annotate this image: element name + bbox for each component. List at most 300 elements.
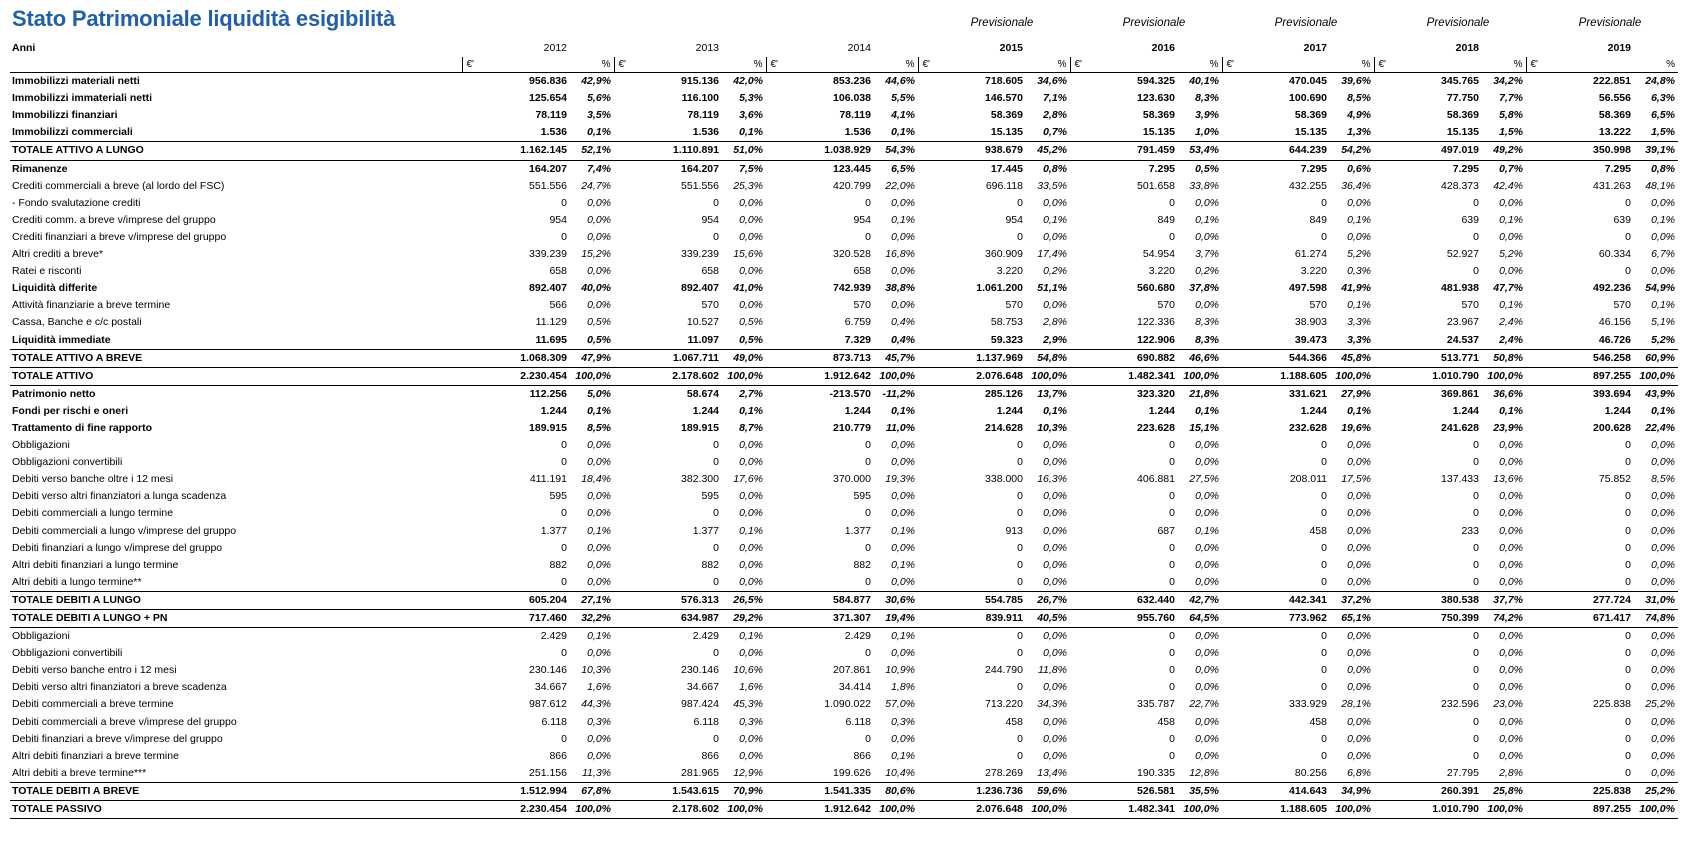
percent-cell: 17,6% [733, 473, 763, 486]
value-cell: 6.118 [541, 715, 567, 728]
year-spacer [1026, 40, 1070, 57]
percent-cell: 5,2% [1499, 248, 1523, 261]
value-cell: 11.097 [687, 333, 719, 346]
percent-cell: 0,0% [1043, 681, 1067, 694]
percent-cell: 15,2% [581, 248, 611, 261]
percent-cell: 3,3% [1347, 316, 1371, 329]
percent-cell: 6,3% [1651, 92, 1675, 105]
pct-unit: % [722, 57, 766, 73]
value-cell: 0 [1169, 558, 1175, 571]
value-cell: 0 [1017, 439, 1023, 452]
percent-cell: 23,0% [1493, 698, 1523, 711]
table-row [10, 591, 1678, 609]
percent-cell: 0,0% [1195, 575, 1219, 588]
percent-cell: 1,3% [1347, 126, 1371, 139]
percent-cell: 37,8% [1189, 282, 1219, 295]
percent-cell: 38,8% [885, 282, 915, 295]
value-cell: 0 [1017, 230, 1023, 243]
percent-cell: 39,6% [1341, 75, 1371, 88]
percent-cell: 8,7% [739, 421, 763, 434]
percent-cell: 0,0% [1195, 647, 1219, 660]
percent-cell: 0,0% [1195, 630, 1219, 643]
value-cell: 122.906 [1137, 333, 1175, 346]
value-cell: 0 [1321, 647, 1327, 660]
percent-cell: 0,0% [1347, 230, 1371, 243]
row-label: Debiti verso altri finanziatori a lunga scadenza [12, 490, 227, 503]
value-cell: 0 [1473, 265, 1479, 278]
percent-cell: 0,0% [739, 575, 763, 588]
value-cell: 0 [1169, 575, 1175, 588]
value-cell: 671.417 [1526, 610, 1634, 628]
value-cell: 323.320 [1137, 387, 1175, 400]
percent-cell: 3,7% [1195, 248, 1219, 261]
percent-cell: 54,9% [1645, 282, 1675, 295]
value-cell: 0 [1017, 630, 1023, 643]
percent-cell: 100,0% [1482, 367, 1526, 385]
value-cell: 232.628 [1289, 421, 1327, 434]
value-cell: 125.654 [529, 92, 567, 105]
percent-cell: 24,8% [1645, 75, 1675, 88]
table-row [10, 160, 1678, 178]
percent-cell: 100,0% [1330, 801, 1374, 819]
value-cell: 199.626 [833, 766, 871, 779]
table-row [10, 540, 1678, 557]
percent-cell: 0,0% [587, 490, 611, 503]
percent-cell: 17,5% [1341, 473, 1371, 486]
percent-cell: 6,5% [1651, 109, 1675, 122]
percent-cell: 0,0% [1347, 630, 1371, 643]
percent-cell: 26,7% [1026, 591, 1070, 609]
value-cell: 7.295 [1148, 162, 1175, 175]
value-cell: 0 [1473, 490, 1479, 503]
percent-cell: 0,0% [587, 507, 611, 520]
value-cell: 0 [1169, 630, 1175, 643]
percent-cell: 0,0% [1195, 681, 1219, 694]
table-row [10, 523, 1678, 540]
percent-cell: 0,1% [1499, 213, 1523, 226]
value-cell: 2.178.602 [614, 801, 722, 819]
percent-cell: 19,4% [874, 610, 918, 628]
value-cell: 0 [1169, 541, 1175, 554]
value-cell: 595 [549, 490, 567, 503]
percent-cell: 0,0% [1195, 439, 1219, 452]
percent-cell: 0,1% [1347, 404, 1371, 417]
percent-cell: 8,5% [1347, 92, 1371, 105]
value-cell: 78.119 [839, 109, 871, 122]
pct-unit: % [570, 57, 614, 73]
value-cell: 0 [1169, 664, 1175, 677]
percent-cell: 10,9% [885, 664, 915, 677]
value-cell: 0 [1473, 541, 1479, 554]
percent-cell: 0,0% [1043, 524, 1067, 537]
percent-cell: 37,7% [1482, 591, 1526, 609]
percent-cell: 0,0% [1195, 715, 1219, 728]
value-cell: 882 [549, 558, 567, 571]
value-cell: 0 [1473, 681, 1479, 694]
value-cell: 0 [1321, 541, 1327, 554]
percent-cell: 0,0% [1347, 664, 1371, 677]
percent-cell: 7,7% [1499, 92, 1523, 105]
percent-cell: 13,4% [1037, 766, 1067, 779]
value-cell: 882 [701, 558, 719, 571]
row-label: Obbligazioni [12, 439, 70, 452]
value-cell: 146.570 [985, 92, 1023, 105]
percent-cell: 65,1% [1330, 610, 1374, 628]
value-cell: 0 [1625, 732, 1631, 745]
percent-cell: 2,9% [1043, 333, 1067, 346]
year-2012: 2012 [543, 42, 567, 54]
percent-cell: 50,8% [1482, 349, 1526, 367]
percent-cell: 0,0% [1043, 630, 1067, 643]
value-cell: 0 [1321, 664, 1327, 677]
value-cell: 0 [1321, 732, 1327, 745]
percent-cell: 45,8% [1330, 349, 1374, 367]
table-row [10, 731, 1678, 748]
value-cell: 0 [1017, 647, 1023, 660]
value-cell: 0 [1321, 749, 1327, 762]
value-cell: 0 [865, 647, 871, 660]
percent-cell: 30,6% [874, 591, 918, 609]
value-cell: 1.482.341 [1070, 801, 1178, 819]
table-row [10, 195, 1678, 212]
value-cell: 0 [1625, 749, 1631, 762]
percent-cell: 41,0% [733, 282, 763, 295]
value-cell: 882 [853, 558, 871, 571]
value-cell: 3.220 [996, 265, 1023, 278]
value-cell: 658 [701, 265, 719, 278]
value-cell: 915.136 [681, 75, 719, 88]
percent-cell: 0,0% [1043, 575, 1067, 588]
percent-cell: 15,1% [1189, 421, 1219, 434]
forecast-label-2017: Previsionale [1274, 17, 1338, 29]
percent-cell: 49,0% [722, 349, 766, 367]
value-cell: 458 [1157, 715, 1175, 728]
value-cell: 15.135 [1142, 126, 1175, 139]
table-row [10, 748, 1678, 765]
value-cell: 0 [713, 732, 719, 745]
percent-cell: 0,1% [891, 524, 915, 537]
forecast-label-2019: Previsionale [1578, 17, 1642, 29]
percent-cell: 74,8% [1634, 610, 1678, 628]
value-cell: 0 [865, 456, 871, 469]
percent-cell: 12,9% [733, 766, 763, 779]
row-label: Patrimonio netto [12, 387, 96, 400]
percent-cell: 0,0% [1195, 749, 1219, 762]
percent-cell: 52,1% [570, 142, 614, 160]
table-row [10, 454, 1678, 471]
value-cell: 658 [853, 265, 871, 278]
percent-cell: 16,3% [1037, 473, 1067, 486]
table-row [10, 178, 1678, 195]
value-cell: 0 [1473, 230, 1479, 243]
value-cell: 570 [701, 299, 719, 312]
value-cell: 0 [1625, 715, 1631, 728]
percent-cell: 43,9% [1645, 387, 1675, 400]
percent-cell: -11,2% [882, 387, 915, 400]
percent-cell: 0,0% [739, 456, 763, 469]
percent-cell: 7,4% [587, 162, 611, 175]
value-cell: 0 [561, 541, 567, 554]
value-cell: 414.643 [1222, 782, 1330, 800]
percent-cell: 42,9% [581, 75, 611, 88]
euro-unit: €' [918, 57, 1026, 73]
value-cell: 0 [1017, 507, 1023, 520]
value-cell: 6.118 [845, 715, 871, 728]
value-cell: 2.076.648 [918, 367, 1026, 385]
percent-cell: 8,5% [1651, 473, 1675, 486]
value-cell: 0 [865, 732, 871, 745]
percent-cell: 25,2% [1634, 782, 1678, 800]
value-cell: 225.838 [1593, 698, 1631, 711]
percent-cell: 100,0% [722, 367, 766, 385]
value-cell: 61.274 [1294, 248, 1327, 261]
value-cell: 370.000 [833, 473, 871, 486]
row-label: Altri debiti a lungo termine** [12, 575, 142, 588]
value-cell: 1.090.022 [824, 698, 871, 711]
percent-cell: 47,9% [570, 349, 614, 367]
year-2016: 2016 [1151, 42, 1175, 54]
value-cell: -213.570 [829, 387, 871, 400]
percent-cell: 0,0% [1499, 558, 1523, 571]
percent-cell: 27,9% [1341, 387, 1371, 400]
value-cell: 1.236.736 [918, 782, 1026, 800]
value-cell: 897.255 [1526, 367, 1634, 385]
percent-cell: 29,2% [722, 610, 766, 628]
row-label: TOTALE DEBITI A LUNGO + PN [10, 610, 462, 628]
year-spacer [874, 40, 918, 57]
value-cell: 0 [1169, 749, 1175, 762]
percent-cell: 42,7% [1178, 591, 1222, 609]
percent-cell: 0,0% [1347, 456, 1371, 469]
percent-cell: 1,5% [1651, 126, 1675, 139]
value-cell: 0 [865, 439, 871, 452]
value-cell: 208.011 [1289, 473, 1327, 486]
value-cell: 15.135 [1294, 126, 1327, 139]
value-cell: 566 [549, 299, 567, 312]
value-cell: 526.581 [1070, 782, 1178, 800]
percent-cell: 0,0% [1043, 715, 1067, 728]
percent-cell: 59,6% [1026, 782, 1070, 800]
value-cell: 2.429 [692, 630, 719, 643]
percent-cell: 5,5% [891, 92, 915, 105]
percent-cell: 0,0% [1043, 541, 1067, 554]
percent-cell: 100,0% [1482, 801, 1526, 819]
percent-cell: 24,7% [581, 179, 611, 192]
percent-cell: 100,0% [1178, 801, 1222, 819]
value-cell: 338.000 [985, 473, 1023, 486]
value-cell: 34.667 [534, 681, 567, 694]
percent-cell: 5,2% [1651, 333, 1675, 346]
value-cell: 849 [1309, 213, 1327, 226]
percent-cell: 44,6% [885, 75, 915, 88]
value-cell: 866 [549, 749, 567, 762]
percent-cell: 53,4% [1178, 142, 1222, 160]
table-row [10, 574, 1678, 592]
percent-cell: 0,0% [1651, 541, 1675, 554]
value-cell: 576.313 [614, 591, 722, 609]
value-cell: 1.137.969 [918, 349, 1026, 367]
percent-cell: 0,0% [1651, 456, 1675, 469]
percent-cell: 35,5% [1178, 782, 1222, 800]
row-label: Obbligazioni convertibili [12, 456, 123, 469]
value-cell: 39.473 [1294, 333, 1327, 346]
percent-cell: 0,0% [1651, 265, 1675, 278]
percent-cell: 0,0% [1499, 456, 1523, 469]
percent-cell: 0,0% [739, 213, 763, 226]
percent-cell: 0,0% [587, 541, 611, 554]
percent-cell: 0,0% [1195, 732, 1219, 745]
percent-cell: 0,1% [1195, 213, 1219, 226]
percent-cell: 0,0% [587, 439, 611, 452]
percent-cell: 0,0% [891, 299, 915, 312]
value-cell: 0 [1017, 456, 1023, 469]
percent-cell: 0,0% [1347, 715, 1371, 728]
value-cell: 320.528 [833, 248, 871, 261]
percent-cell: 34,3% [1037, 698, 1067, 711]
value-cell: 0 [1473, 715, 1479, 728]
value-cell: 892.407 [681, 282, 719, 295]
euro-unit: €' [462, 57, 570, 73]
euro-unit: €' [1070, 57, 1178, 73]
value-cell: 7.295 [1300, 162, 1327, 175]
value-cell: 0 [1017, 541, 1023, 554]
percent-cell: 100,0% [722, 801, 766, 819]
value-cell: 13.222 [1598, 126, 1631, 139]
year-2019: 2019 [1607, 42, 1631, 54]
percent-cell: 0,8% [1043, 162, 1067, 175]
percent-cell: 60,9% [1634, 349, 1678, 367]
value-cell: 58.369 [1294, 109, 1327, 122]
percent-cell: 0,1% [891, 126, 915, 139]
value-cell: 0 [1169, 681, 1175, 694]
value-cell: 1.377 [844, 524, 871, 537]
percent-cell: 0,5% [739, 333, 763, 346]
percent-cell: 1,6% [587, 681, 611, 694]
year-spacer [1178, 40, 1222, 57]
percent-cell: 8,3% [1195, 316, 1219, 329]
percent-cell: 0,1% [1043, 404, 1067, 417]
value-cell: 1.543.615 [614, 782, 722, 800]
percent-cell: 0,0% [1499, 732, 1523, 745]
percent-cell: 41,9% [1341, 282, 1371, 295]
value-cell: 0 [865, 230, 871, 243]
value-cell: 7.329 [844, 333, 871, 346]
percent-cell: 0,0% [587, 558, 611, 571]
table-row [10, 610, 1678, 628]
value-cell: 644.239 [1222, 142, 1330, 160]
percent-cell: 0,0% [1347, 541, 1371, 554]
value-cell: 481.938 [1441, 282, 1479, 295]
percent-cell: 100,0% [1026, 801, 1070, 819]
percent-cell: 0,0% [1499, 664, 1523, 677]
value-cell: 333.929 [1289, 698, 1327, 711]
percent-cell: 0,0% [1043, 749, 1067, 762]
value-cell: 1.244 [540, 404, 567, 417]
value-cell: 718.605 [985, 75, 1023, 88]
value-cell: 458 [1309, 715, 1327, 728]
value-cell: 369.861 [1441, 387, 1479, 400]
percent-cell: 0,3% [1347, 265, 1371, 278]
value-cell: 339.239 [529, 248, 567, 261]
value-cell: 393.694 [1593, 387, 1631, 400]
percent-cell: 80,6% [874, 782, 918, 800]
table-row [10, 73, 1678, 91]
percent-cell: 0,2% [1043, 265, 1067, 278]
value-cell: 2.230.454 [462, 801, 570, 819]
year-spacer [1330, 40, 1374, 57]
value-cell: 58.369 [1142, 109, 1175, 122]
value-cell: 0 [561, 507, 567, 520]
percent-cell: 5,2% [1347, 248, 1371, 261]
value-cell: 0 [1625, 664, 1631, 677]
value-cell: 10.527 [686, 316, 719, 329]
percent-cell: 0,1% [891, 558, 915, 571]
percent-cell: 0,0% [587, 213, 611, 226]
value-cell: 277.724 [1526, 591, 1634, 609]
value-cell: 11.695 [535, 333, 567, 346]
percent-cell: 0,1% [587, 630, 611, 643]
percent-cell: 0,0% [1043, 647, 1067, 660]
table-row [10, 782, 1678, 800]
value-cell: 1.244 [1452, 404, 1479, 417]
percent-cell: 40,0% [581, 282, 611, 295]
value-cell: 382.300 [681, 473, 719, 486]
value-cell: 470.045 [1289, 75, 1327, 88]
value-cell: 594.325 [1137, 75, 1175, 88]
row-label: Immobilizzi materiali netti [12, 75, 140, 88]
percent-cell: 0,0% [1499, 749, 1523, 762]
value-cell: 34.414 [838, 681, 871, 694]
value-cell: 78.119 [535, 109, 567, 122]
percent-cell: 0,1% [739, 126, 763, 139]
percent-cell: 51,0% [722, 142, 766, 160]
percent-cell: 8,3% [1195, 333, 1219, 346]
row-label: Immobilizzi immateriali netti [12, 92, 153, 105]
percent-cell: 23,9% [1493, 421, 1523, 434]
value-cell: 137.433 [1441, 473, 1479, 486]
percent-cell: 57,0% [885, 698, 915, 711]
value-cell: 955.760 [1070, 610, 1178, 628]
row-label: Debiti commerciali a lungo v/imprese del gruppo [12, 524, 237, 537]
value-cell: 658 [549, 265, 567, 278]
value-cell: 6.118 [693, 715, 719, 728]
row-label: Altri crediti a breve* [12, 248, 104, 261]
value-cell: 0 [1017, 490, 1023, 503]
percent-cell: 0,0% [739, 541, 763, 554]
table-row [10, 765, 1678, 783]
value-cell: 15.135 [1446, 126, 1479, 139]
table-row [10, 557, 1678, 574]
percent-cell: 0,0% [1347, 439, 1371, 452]
percent-cell: 13,6% [1493, 473, 1523, 486]
value-cell: 56.556 [1598, 92, 1631, 105]
percent-cell: 0,0% [891, 507, 915, 520]
value-cell: 0 [1473, 647, 1479, 660]
value-cell: 278.269 [985, 766, 1023, 779]
percent-cell: 0,0% [1651, 524, 1675, 537]
value-cell: 251.156 [529, 766, 567, 779]
row-label: Cassa, Banche e c/c postali [12, 316, 142, 329]
percent-cell: 0,0% [891, 647, 915, 660]
forecast-label-2016: Previsionale [1122, 17, 1186, 29]
value-cell: 233 [1461, 524, 1479, 537]
value-cell: 1.068.309 [462, 349, 570, 367]
percent-cell: 0,0% [1347, 575, 1371, 588]
percent-cell: 47,7% [1493, 282, 1523, 295]
value-cell: 200.628 [1593, 421, 1631, 434]
percent-cell: 100,0% [874, 801, 918, 819]
value-cell: 406.881 [1137, 473, 1175, 486]
